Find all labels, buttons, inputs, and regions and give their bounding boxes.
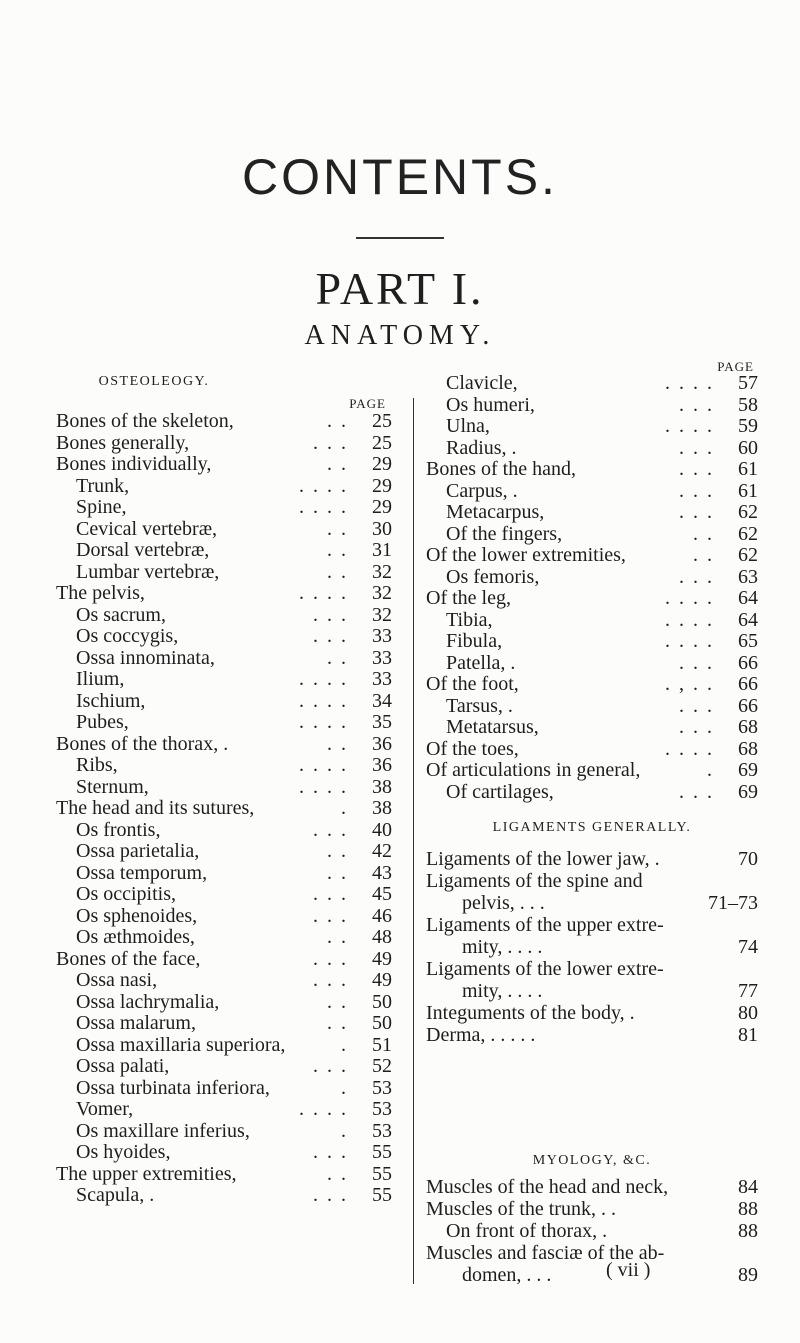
entry-page: 32 (372, 603, 392, 626)
entry-label: Of the foot, (426, 673, 519, 695)
leader-dots: . . . (313, 1184, 348, 1206)
entry-label: Clavicle, (446, 372, 518, 394)
toc-entry (426, 458, 758, 480)
leader-dots: . . . . (299, 775, 348, 798)
toc-entry (76, 776, 392, 798)
entry-label: Os maxillare inferius, (76, 1119, 250, 1142)
toc-entry (56, 797, 392, 819)
toc-entry (76, 754, 392, 776)
entry-page: 51 (372, 1033, 392, 1056)
toc-entry (76, 1077, 392, 1099)
leader-dots: . . . . (665, 372, 714, 394)
entry-label: Ossa palati, (76, 1055, 170, 1077)
toc-entry (76, 1012, 392, 1034)
entry-line: mity, . . . . (462, 936, 543, 958)
leader-dots: . . . (313, 1055, 348, 1077)
entry-line: Derma, . . . . . (426, 1024, 536, 1046)
toc-entry (56, 733, 392, 755)
leader-dots: . . . . (299, 474, 348, 497)
leader-dots: . . . (313, 947, 348, 970)
entry-page: 49 (372, 947, 392, 970)
page-folio: ( vii ) (606, 1259, 651, 1281)
leader-dots: . (341, 1119, 348, 1142)
leader-dots: . . . . (665, 630, 714, 652)
entry-label: Os hyoides, (76, 1141, 171, 1163)
entry-page: 42 (372, 840, 392, 862)
leader-dots: . (341, 1076, 348, 1099)
entry-label: Bones of the thorax, . (56, 732, 229, 755)
entry-label: The head and its sutures, (56, 797, 255, 819)
entry-page: 38 (372, 797, 392, 819)
leader-dots: . . . (313, 1141, 348, 1163)
toc-entry (76, 539, 392, 561)
entry-page: 53 (372, 1119, 392, 1142)
leader-dots: . . . . (299, 689, 348, 712)
leader-dots: . (341, 797, 348, 819)
entry-line: domen, . . . (462, 1264, 552, 1286)
toc-entry (446, 394, 758, 416)
entry-page: 55 (372, 1184, 392, 1206)
title-rule (356, 237, 444, 239)
entry-label: Ribs, (76, 754, 118, 776)
leader-dots: . . . (313, 883, 348, 905)
leader-dots: . . (693, 544, 714, 566)
entry-page: 33 (372, 625, 392, 647)
toc-entry (76, 969, 392, 991)
toc-entry (426, 738, 758, 760)
entry-label: Scapula, . (76, 1184, 155, 1206)
entry-line: On front of thorax, . (446, 1220, 608, 1242)
entry-page: 35 (372, 711, 392, 733)
toc-entry (56, 432, 392, 454)
toc-entry (76, 926, 392, 948)
toc-entry (76, 1055, 392, 1077)
toc-entry (76, 518, 392, 540)
section-heading: LIGAMENTS GENERALLY. (492, 820, 692, 835)
entry-label: Ischium, (76, 689, 146, 712)
toc-entry (76, 840, 392, 862)
entry-label: Bones of the hand, (426, 458, 576, 480)
entry-label: Spine, (76, 496, 127, 518)
toc-entry (76, 819, 392, 841)
leader-dots: . . (327, 840, 348, 862)
entry-page: 61 (738, 458, 758, 480)
entry-page: 25 (372, 431, 392, 454)
entry-label: Fibula, (446, 630, 503, 652)
entry-page: 71–73 (708, 892, 758, 914)
anatomy-heading: ANATOMY. (304, 320, 496, 351)
entry-page: 55 (372, 1162, 392, 1185)
entry-label: Ossa turbinata inferiora, (76, 1076, 270, 1099)
entry-label: Radius, . (446, 436, 517, 459)
leader-dots: . . . . (299, 496, 348, 518)
leader-dots: . . . (679, 651, 714, 674)
entry-page: 53 (372, 1076, 392, 1099)
entry-page: 80 (738, 1002, 758, 1024)
entry-label: Tibia, (446, 608, 493, 631)
entry-page: 64 (738, 587, 758, 609)
toc-entry (446, 372, 758, 394)
leader-dots: . . . (679, 565, 714, 588)
entry-label: Of articulations in general, (426, 759, 641, 781)
leader-dots: . . (327, 560, 348, 583)
entry-label: Bones of the skeleton, (56, 410, 234, 432)
section-heading: MYOLOGY, &C. (532, 1153, 652, 1168)
entry-page: 49 (372, 969, 392, 991)
leader-dots: . . (327, 732, 348, 755)
entry-page: 34 (372, 689, 392, 712)
entry-page: 69 (738, 780, 758, 803)
entry-page: 66 (738, 694, 758, 717)
entry-line: mity, . . . . (462, 980, 543, 1002)
toc-entry (426, 759, 758, 781)
entry-label: The upper extremities, (56, 1162, 237, 1185)
toc-entry (56, 1163, 392, 1185)
leader-dots: . . (327, 990, 348, 1013)
toc-entry (446, 415, 758, 437)
entry-page: 50 (372, 1012, 392, 1034)
entry-line: Ligaments of the spine and (426, 870, 643, 892)
entry-page: 58 (738, 393, 758, 416)
entry-label: Os coccygis, (76, 625, 179, 647)
leader-dots: . . . (679, 458, 714, 480)
toc-entry (76, 604, 392, 626)
entry-label: Vomer, (76, 1098, 134, 1120)
leader-dots: . . . (313, 818, 348, 841)
leader-dots: . . . . (299, 754, 348, 776)
section-heading: OSTEOLEOGY. (98, 374, 210, 389)
entry-label: Sternum, (76, 775, 149, 798)
leader-dots: . . (327, 517, 348, 540)
entry-page: 66 (738, 651, 758, 674)
toc-entry (76, 561, 392, 583)
entry-page: 62 (738, 544, 758, 566)
entry-label: Of cartilages, (446, 780, 554, 803)
entry-line: Integuments of the body, . (426, 1002, 635, 1024)
entry-page: 63 (738, 565, 758, 588)
toc-entry (446, 609, 758, 631)
leader-dots: . . (693, 522, 714, 545)
leader-dots: . . . (679, 436, 714, 459)
part-heading: PART I. (315, 263, 485, 314)
toc-entry (76, 1120, 392, 1142)
entry-page: 55 (372, 1141, 392, 1163)
toc-entry (446, 652, 758, 674)
page-column-header: PAGE (349, 396, 386, 411)
leader-dots: . . . (313, 625, 348, 647)
toc-entry (446, 523, 758, 545)
contents-title: CONTENTS. (242, 149, 558, 205)
entry-label: Ossa lachrymalia, (76, 990, 220, 1013)
leader-dots: . . . (313, 969, 348, 991)
entry-page: 29 (372, 474, 392, 497)
entry-line: Muscles and fasciæ of the ab- (426, 1242, 665, 1264)
entry-page: 33 (372, 646, 392, 669)
entry-page: 32 (372, 582, 392, 604)
entry-page: 36 (372, 732, 392, 755)
toc-entry (446, 781, 758, 803)
entry-line: Muscles of the head and neck, (426, 1176, 669, 1198)
leader-dots: . . . (679, 393, 714, 416)
toc-entry (76, 496, 392, 518)
entry-page: 70 (738, 848, 758, 870)
toc-entry (446, 437, 758, 459)
entry-label: Os femoris, (446, 565, 540, 588)
entry-page: 31 (372, 539, 392, 561)
toc-entry (426, 587, 758, 609)
entry-label: Of the fingers, (446, 522, 563, 545)
toc-entry (426, 673, 758, 695)
entry-label: Ossa maxillaria superiora, (76, 1033, 286, 1056)
toc-entry (56, 948, 392, 970)
entry-page: 53 (372, 1098, 392, 1120)
leader-dots: . . (327, 926, 348, 948)
entry-label: Os sacrum, (76, 603, 166, 626)
toc-entry (76, 690, 392, 712)
toc-entry (76, 1034, 392, 1056)
toc-entry (76, 991, 392, 1013)
entry-page: 38 (372, 775, 392, 798)
entry-page: 66 (738, 673, 758, 695)
toc-entry (446, 695, 758, 717)
entry-page: 68 (738, 716, 758, 738)
entry-label: Ossa nasi, (76, 969, 158, 991)
entry-label: Ulna, (446, 415, 490, 437)
entry-page: 84 (738, 1176, 758, 1198)
entry-label: Os sphenoides, (76, 904, 198, 927)
entry-label: Ossa parietalia, (76, 840, 200, 862)
leader-dots: . . . . (665, 415, 714, 437)
entry-page: 45 (372, 883, 392, 905)
entry-page: 61 (738, 479, 758, 502)
leader-dots: . . . (679, 694, 714, 717)
entry-page: 74 (738, 936, 758, 958)
leader-dots: . (707, 759, 714, 781)
entry-page: 62 (738, 501, 758, 523)
entry-label: Os occipitis, (76, 883, 176, 905)
leader-dots: . . (327, 539, 348, 561)
entry-label: Ossa malarum, (76, 1012, 196, 1034)
entry-page: 43 (372, 861, 392, 884)
entry-line: Muscles of the trunk, . . (426, 1198, 616, 1220)
toc-entry (56, 582, 392, 604)
entry-label: Bones generally, (56, 431, 190, 454)
toc-entry (76, 883, 392, 905)
column-divider (413, 398, 414, 1284)
entry-label: Dorsal vertebræ, (76, 539, 210, 561)
entry-label: Ossa temporum, (76, 861, 208, 884)
entry-page: 59 (738, 415, 758, 437)
page-column-header: PAGE (717, 359, 754, 374)
toc-entry (446, 716, 758, 738)
toc-entry (76, 647, 392, 669)
leader-dots: . . . (679, 716, 714, 738)
entry-line: Ligaments of the lower extre- (426, 958, 664, 980)
leader-dots: . . . . (665, 608, 714, 631)
entry-page: 64 (738, 608, 758, 631)
entry-page: 36 (372, 754, 392, 776)
leader-dots: . . (327, 410, 348, 432)
leader-dots: . . (327, 453, 348, 475)
entry-page: 65 (738, 630, 758, 652)
leader-dots: . . (327, 646, 348, 669)
entry-label: Os frontis, (76, 818, 161, 841)
toc-entry (76, 905, 392, 927)
toc-entry (76, 475, 392, 497)
entry-line: pelvis, . . . (462, 892, 545, 914)
entry-page: 52 (372, 1055, 392, 1077)
toc-entry (446, 630, 758, 652)
leader-dots: . . . (313, 431, 348, 454)
entry-label: Os æthmoides, (76, 926, 195, 948)
entry-label: Lumbar vertebræ, (76, 560, 220, 583)
entry-label: Os humeri, (446, 393, 535, 416)
leader-dots: . . . . (299, 711, 348, 733)
entry-label: Bones of the face, (56, 947, 201, 970)
entry-label: Cevical vertebræ, (76, 517, 218, 540)
entry-page: 29 (372, 453, 392, 475)
entry-page: 69 (738, 759, 758, 781)
entry-page: 48 (372, 926, 392, 948)
leader-dots: . . . . (299, 582, 348, 604)
entry-label: Patella, . (446, 651, 516, 674)
toc-entry (76, 711, 392, 733)
entry-label: Bones individually, (56, 453, 212, 475)
toc-entry (76, 1098, 392, 1120)
entry-page: 88 (738, 1198, 758, 1220)
entry-page: 32 (372, 560, 392, 583)
entry-label: Of the lower extremities, (426, 544, 626, 566)
entry-line: Ligaments of the lower jaw, . (426, 848, 660, 870)
toc-entry (446, 566, 758, 588)
entry-page: 46 (372, 904, 392, 927)
leader-dots: . . (327, 1012, 348, 1034)
toc-entry (76, 625, 392, 647)
entry-label: Ilium, (76, 668, 125, 690)
leader-dots: . . . . (665, 737, 714, 760)
toc-entry (56, 453, 392, 475)
entry-page: 77 (738, 980, 758, 1002)
entry-label: Of the toes, (426, 737, 519, 760)
entry-page: 33 (372, 668, 392, 690)
entry-line: Ligaments of the upper extre- (426, 914, 664, 936)
entry-page: 89 (738, 1264, 758, 1286)
entry-label: Metacarpus, (446, 501, 545, 523)
toc-entry (446, 480, 758, 502)
entry-label: Ossa innominata, (76, 646, 215, 669)
entry-page: 81 (738, 1024, 758, 1046)
leader-dots: . . . . (299, 668, 348, 690)
entry-label: Trunk, (76, 474, 130, 497)
entry-page: 50 (372, 990, 392, 1013)
entry-label: Carpus, . (446, 479, 518, 502)
leader-dots: . . (327, 861, 348, 884)
leader-dots: . . . (679, 501, 714, 523)
entry-page: 68 (738, 737, 758, 760)
toc-entry (56, 410, 392, 432)
leader-dots: . . . . (665, 587, 714, 609)
entry-label: Of the leg, (426, 587, 511, 609)
leader-dots: . . . (313, 904, 348, 927)
toc-entry (76, 1141, 392, 1163)
entry-page: 62 (738, 522, 758, 545)
entry-page: 30 (372, 517, 392, 540)
toc-entry (76, 862, 392, 884)
leader-dots: . . (327, 1162, 348, 1185)
leader-dots: . . . (313, 603, 348, 626)
entry-page: 57 (738, 372, 758, 394)
entry-label: The pelvis, (56, 582, 145, 604)
entry-page: 29 (372, 496, 392, 518)
toc-entry (76, 1184, 392, 1206)
entry-page: 25 (372, 410, 392, 432)
entry-label: Pubes, (76, 711, 129, 733)
leader-dots: . . . (679, 479, 714, 502)
toc-entry (76, 668, 392, 690)
entry-label: Metatarsus, (446, 716, 539, 738)
entry-page: 40 (372, 818, 392, 841)
leader-dots: . (341, 1033, 348, 1056)
entry-page: 88 (738, 1220, 758, 1242)
leader-dots: . . . (679, 780, 714, 803)
toc-entry (446, 501, 758, 523)
toc-entry (426, 544, 758, 566)
entry-page: 60 (738, 436, 758, 459)
entry-label: Tarsus, . (446, 694, 513, 717)
leader-dots: . . . . (299, 1098, 348, 1120)
leader-dots: . , . . (665, 673, 714, 695)
